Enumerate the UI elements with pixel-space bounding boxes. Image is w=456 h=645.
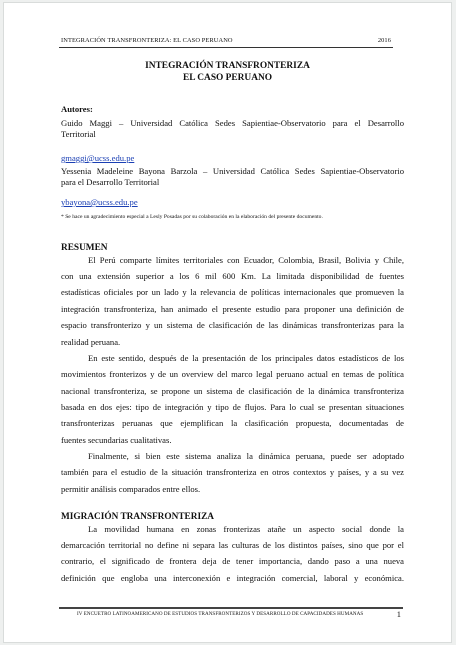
text-line: La movilidad humana en zonas fronterizas atañe un aspecto social donde la xyxy=(88,524,404,534)
running-header-year: 2016 xyxy=(377,37,391,44)
author-1-affiliation-cont: Territorial xyxy=(61,129,96,139)
author-1-email-link[interactable]: gmaggi@ucss.edu.pe xyxy=(61,153,135,163)
text-line: contrario, el significado de frontera deja de tener importancia, dando paso a una nueva xyxy=(61,556,404,566)
text-line: Finalmente, si bien este sistema analiza la dinámica peruana, puede ser adoptado xyxy=(88,451,404,461)
text-line: estadísticas oficiales por un lado y la relevancia de políticas internacionales que promueven la xyxy=(61,287,404,297)
acknowledgement-footnote: * Se hace un agradecimiento especial a Lesly Posadas por su colaboración en la elaboración del presente documento. xyxy=(61,214,323,220)
text-line: permitir análisis comparados entre ellos. xyxy=(61,484,201,494)
text-line: nacional transfronteriza, se propone un sistema de clasificación de la dinámica transfronteriza xyxy=(61,386,404,396)
text-line: realidad peruana. xyxy=(61,337,121,347)
text-line: también para el estudio de la situación transfronteriza en otros contextos y países, y a su vez xyxy=(61,467,404,477)
text-line: con una extensión superior a los 6 mil 600 Km. La limitada disponibilidad de fuentes xyxy=(61,271,404,281)
author-1-affiliation: Guido Maggi – Universidad Católica Sedes Sapientiae-Observatorio para el Desarrollo xyxy=(61,118,404,128)
section-heading-migracion: MIGRACIÓN TRANSFRONTERIZA xyxy=(61,512,214,522)
author-2-email-link[interactable]: ybayona@ucss.edu.pe xyxy=(61,197,138,207)
running-header-title: INTEGRACIÓN TRANSFRONTERIZA: EL CASO PERUANO xyxy=(61,37,233,44)
document-subtitle: EL CASO PERUANO xyxy=(182,73,273,83)
text-line: transfronterizas peruanas que ejemplifican la clasificación propuesta, documentadas de xyxy=(61,418,404,428)
text-line: En este sentido, después de la presentación de los principales datos estadísticos de los xyxy=(88,353,404,363)
page-number: 1 xyxy=(396,609,401,619)
document-page xyxy=(3,2,452,643)
footer-conference-name: IV ENCUETRO LATINOAMERICANO DE ESTUDIOS TRANSFRONTERIZOS Y DESARROLLO DE CAPACIDADES HUMANAS xyxy=(77,611,364,617)
text-line: basada en dos ejes: tipo de integración y tipo de flujos. Para lo cual se presentan situaciones xyxy=(61,402,404,412)
text-line: movimientos fronterizos y de un overview del marco legal peruano actual en temas de política xyxy=(61,369,404,379)
page-footer xyxy=(59,607,403,620)
author-2-affiliation-cont: para el Desarrollo Territorial xyxy=(61,177,160,187)
document-title: INTEGRACIÓN TRANSFRONTERIZA xyxy=(145,61,310,71)
author-2-affiliation: Yessenia Madeleine Bayona Barzola – Universidad Católica Sedes Sapientiae-Observatorio xyxy=(61,166,404,176)
text-line: El Perú comparte límites territoriales con Ecuador, Colombia, Brasil, Bolivia y Chile, xyxy=(88,255,404,265)
text-line: definición que engloba una interconexión e integración comercial, laboral y económica. xyxy=(61,573,404,583)
text-line: integración transfronteriza, han animado el presente estudio para proponer una definición de xyxy=(61,304,404,314)
text-line: espacio transfronterizo y un sistema de clasificación de las dinámicas transfronterizas para la xyxy=(61,320,404,330)
text-line: fuentes secundarias cualitativas. xyxy=(61,435,172,445)
running-header xyxy=(59,35,393,48)
section-heading-resumen: RESUMEN xyxy=(61,243,108,253)
authors-heading: Autores: xyxy=(61,104,93,114)
text-line: demarcación territorial no define ni separa las culturas de los distintos países, sino que por el xyxy=(61,540,404,550)
